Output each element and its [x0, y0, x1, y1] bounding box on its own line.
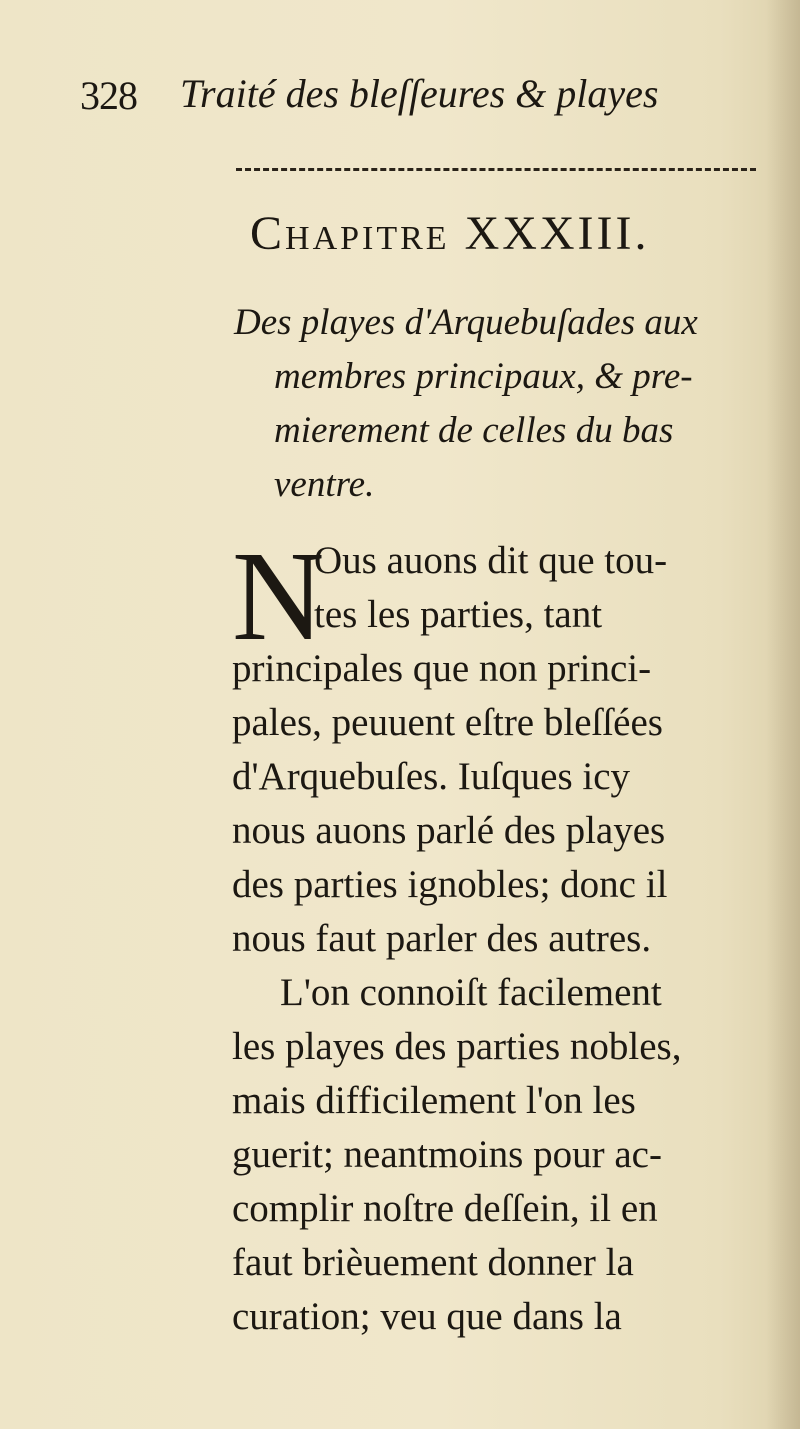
text-line: mais difficilement l'on les [232, 1079, 636, 1122]
drop-cap: N [232, 525, 325, 667]
text-line: L'on connoiſt facilement [280, 971, 662, 1014]
text-line: complir noſtre deſſein, il en [232, 1187, 658, 1230]
text-line: tes les parties, tant [314, 593, 603, 636]
page-number: 328 [80, 73, 137, 118]
running-title: Traité des bleſſeures & playes [180, 71, 659, 116]
subtitle-line: mierement de celles du bas [274, 410, 674, 451]
text-line: des parties ignobles; donc il [232, 863, 668, 906]
chapter-heading: Chapitre XXXIII. [250, 207, 650, 260]
subtitle-line: Des playes d'Arquebuſades aux [234, 302, 698, 343]
text-line: d'Arquebuſes. Iuſques icy [232, 755, 631, 798]
chapter-subtitle [234, 296, 774, 512]
text-line: les playes des parties nobles, [232, 1025, 682, 1068]
text-line: Ous auons dit que tou- [314, 539, 668, 582]
text-line: guerit; neantmoins pour ac- [232, 1133, 662, 1176]
header-rule [236, 168, 756, 171]
body-text [232, 525, 772, 1344]
text-line: principales que non princi- [232, 647, 652, 690]
subtitle-line: ventre. [274, 464, 375, 505]
text-line: nous faut parler des autres. [232, 917, 652, 960]
text-line: curation; veu que dans la [232, 1295, 622, 1338]
text-line: nous auons parlé des playes [232, 809, 666, 852]
subtitle-line: membres principaux, & pre- [274, 356, 693, 397]
running-header [80, 66, 730, 122]
text-line: faut brièuement donner la [232, 1241, 634, 1284]
text-line: pales, peuuent eſtre bleſſées [232, 701, 663, 744]
